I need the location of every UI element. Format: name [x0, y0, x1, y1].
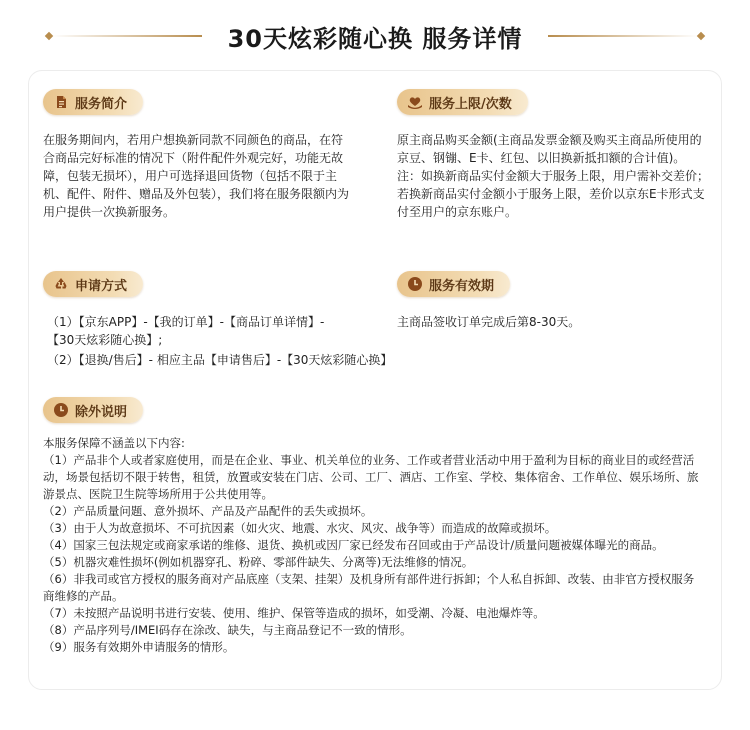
section-intro-text: 在服务期间内，若用户想换新同款不同颜色的商品，在符合商品完好标准的情况下（附件配件外观完好，功能无故障，包装无损坏），用户可选择退回货物（包括不限于主机、配件、附件、赠品及外包装），我们将在服务限额内为用户提供一次换新服务。 [43, 133, 350, 219]
section-intro-badge [43, 89, 143, 115]
page-title: 30天炫彩随心换 服务详情 [227, 24, 523, 53]
section-limit [397, 89, 709, 221]
title-diamond-right [697, 32, 705, 40]
section-limit-text [397, 131, 709, 221]
document-icon [53, 94, 69, 110]
clock-icon [407, 276, 423, 292]
section-intro-label: 服务简介 [75, 96, 128, 112]
section-limit-label: 服务上限/次数 [429, 96, 512, 112]
recycle-icon [53, 276, 69, 292]
apply-step-2: （2）【退换/售后】- 相应主品【申请售后】-【30天炫彩随心换】 [47, 353, 393, 367]
section-intro [43, 89, 353, 221]
section-limit-badge [397, 89, 528, 115]
service-details-card [28, 70, 722, 690]
section-validity [397, 271, 709, 331]
title-diamond-left [44, 32, 52, 40]
section-validity-text: 主商品签收订单完成后第8-30天。 [397, 315, 581, 329]
exclusions-intro: 本服务保障不涵盖以下内容: [43, 436, 185, 450]
apply-step-1: （1）【京东APP】-【我的订单】-【商品订单详情】-【30天炫彩随心换】; [47, 315, 325, 347]
exclusion-item: （7）未按照产品说明书进行安装、使用、维护、保管等造成的损坏，如受潮、冷凝、电池爆炸等。 [43, 606, 545, 620]
section-apply-label: 申请方式 [75, 278, 128, 294]
limit-note: 注：如换新商品实付金额大于服务上限，用户需补交差价；若换新商品实付金额小于服务上限，差价以京东E卡形式支付至用户的京东账户。 [397, 169, 710, 219]
title-divider-right [548, 35, 698, 37]
exclusion-item: （1）产品非个人或者家庭使用，而是在企业、事业、机关单位的业务、工作或者营业活动中用于盈利为目标的商业目的或经营活动，场景包括切不限于转售，租赁，放置或安装在门店、公司、工厂、酒店、工作室、学校、集体宿舍、工作单位、娱乐场所、旅游景点、医院卫生院等场所用于公共使用等。 [43, 453, 699, 501]
exclusion-item: （9）服务有效期外申请服务的情形。 [43, 640, 235, 654]
exclusion-item: （8）产品序列号/IMEI码存在涂改、缺失，与主商品登记不一致的情形。 [43, 623, 412, 637]
exclusion-item: （3）由于人为故意损坏、不可抗因素（如火灾、地震、水灾、风灾、战争等）而造成的故障或损坏。 [43, 521, 557, 535]
limit-line: 原主商品购买金额(主商品发票金额及购买主商品所使用的京豆、钢镚、E卡、红包、以旧换新抵扣额的合计值)。 [397, 133, 702, 165]
section-apply-badge [43, 271, 143, 297]
section-exclusions-label: 除外说明 [75, 404, 128, 420]
exclusion-item: （5）机器灾难性损坏(例如机器穿孔、粉碎、零部件缺失、分离等)无法维修的情况。 [43, 555, 474, 569]
section-validity-label: 服务有效期 [429, 278, 495, 294]
section-apply [43, 271, 373, 297]
section-exclusions-text [43, 435, 707, 656]
exclusion-item: （6）非我司或官方授权的服务商对产品底座（支架、挂架）及机身所有部件进行拆卸；个人私自拆卸、改装、由非官方授权服务商维修的产品。 [43, 572, 695, 603]
heart-hand-icon [407, 94, 423, 110]
section-validity-badge [397, 271, 510, 297]
title-divider-left [52, 35, 202, 37]
clock-icon [53, 402, 69, 418]
exclusion-item: （2）产品质量问题、意外损坏、产品及产品配件的丢失或损坏。 [43, 504, 373, 518]
page-header [0, 18, 750, 54]
section-exclusions-badge [43, 397, 143, 423]
exclusion-item: （4）国家三包法规定或商家承诺的维修、退货、换机或因厂家已经发布召回或由于产品设计/质量问题被媒体曝光的商品。 [43, 538, 664, 552]
section-exclusions [43, 397, 707, 656]
